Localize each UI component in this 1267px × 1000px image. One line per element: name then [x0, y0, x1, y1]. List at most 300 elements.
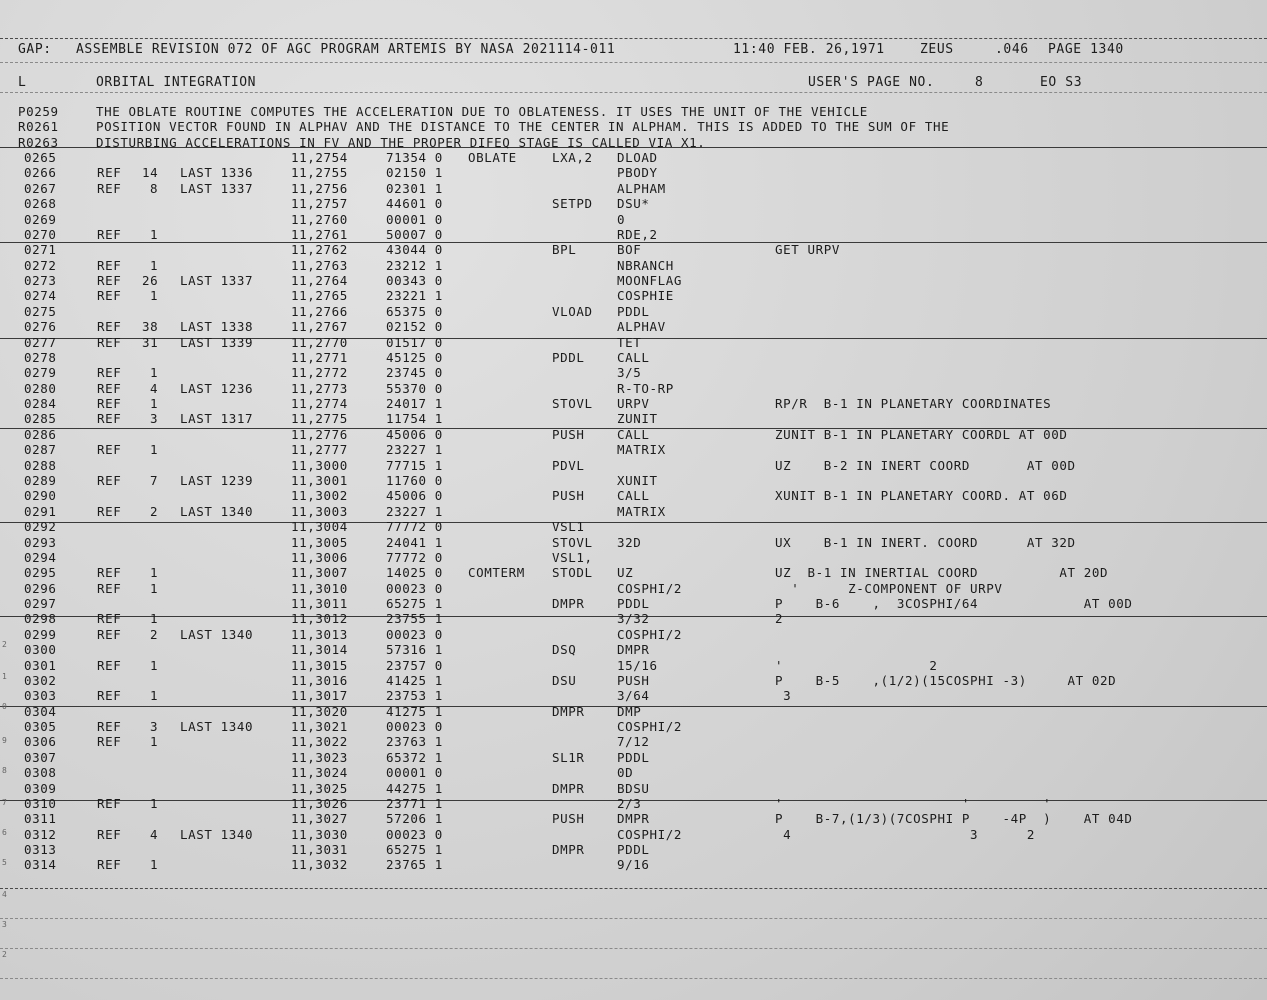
address: 11,2770: [291, 334, 348, 350]
header-line: [0, 42, 1267, 58]
line-comment: UX B-1 IN INERT. COORD AT 32D: [775, 534, 1076, 550]
ref-label: REF: [97, 442, 122, 458]
address: 11,3031: [291, 842, 348, 858]
header-left: GAP:: [18, 42, 52, 57]
address: 11,2772: [291, 365, 348, 381]
operand: DMPR: [617, 811, 650, 827]
address: 11,3027: [291, 811, 348, 827]
address: 11,2777: [291, 442, 348, 458]
ref-label: REF: [97, 396, 122, 412]
comment-id: R0263: [18, 134, 59, 150]
ref-count: 4: [150, 826, 159, 842]
margin-mark: 9: [2, 736, 7, 745]
octal-code: 23757 0: [386, 657, 443, 673]
last-ref: LAST 1337: [180, 180, 254, 196]
line-number: 0299: [24, 626, 57, 642]
operand: CALL: [617, 426, 650, 442]
line-number: 0306: [24, 734, 57, 750]
last-ref: LAST 1340: [180, 719, 254, 735]
operand: COSPHIE: [617, 288, 674, 304]
octal-code: 00343 0: [386, 273, 443, 289]
octal-code: 23227 1: [386, 503, 443, 519]
operand: PDDL: [617, 596, 650, 612]
header-code: .046: [995, 42, 1029, 57]
listing-row: [0, 411, 1267, 427]
line-number: 0271: [24, 242, 57, 258]
rule: [0, 38, 1267, 39]
header-page: PAGE 1340: [1048, 42, 1124, 57]
subheader-line: [0, 75, 1267, 91]
operand: UZ: [617, 565, 634, 581]
line-number: 0272: [24, 257, 57, 273]
line-number: 0284: [24, 396, 57, 412]
ref-label: REF: [97, 319, 122, 335]
comment-line: [0, 135, 1267, 151]
octal-code: 43044 0: [386, 242, 443, 258]
address: 11,3011: [291, 596, 348, 612]
ref-label: REF: [97, 165, 122, 181]
listing-row: [0, 304, 1267, 320]
line-number: 0313: [24, 842, 57, 858]
opcode: SETPD: [552, 196, 593, 212]
last-ref: LAST 1340: [180, 826, 254, 842]
listing-row: [0, 719, 1267, 735]
last-ref: LAST 1239: [180, 472, 254, 488]
operand: PDDL: [617, 303, 650, 319]
address: 11,3012: [291, 611, 348, 627]
comment-line: [0, 104, 1267, 120]
line-number: 0307: [24, 749, 57, 765]
ref-count: 31: [142, 334, 159, 350]
line-comment: UZ B-2 IN INERT COORD AT 00D: [775, 457, 1076, 473]
ref-label: REF: [97, 734, 122, 750]
address: 11,3020: [291, 703, 348, 719]
listing-row: [0, 273, 1267, 289]
operand: 3/5: [617, 365, 642, 381]
operand: TET: [617, 334, 642, 350]
line-comment: P B-5 ,(1/2)(15COSPHI -3) AT 02D: [775, 672, 1117, 688]
line-number: 0305: [24, 719, 57, 735]
operand: MOONFLAG: [617, 273, 683, 289]
symbol-label: OBLATE: [468, 150, 517, 165]
octal-code: 77715 1: [386, 457, 443, 473]
octal-code: 00001 0: [386, 765, 443, 781]
listing-row: [0, 196, 1267, 212]
operand: PBODY: [617, 165, 658, 181]
listing-row: [0, 581, 1267, 597]
listing-row: [0, 811, 1267, 827]
line-number: 0266: [24, 165, 57, 181]
ref-count: 7: [150, 472, 159, 488]
line-number: 0293: [24, 534, 57, 550]
line-comment: P B-7,(1/3)(7COSPHI P -4P ) AT 04D: [775, 811, 1133, 827]
octal-code: 57316 1: [386, 642, 443, 658]
address: 11,2774: [291, 396, 348, 412]
line-number: 0296: [24, 580, 57, 596]
listing-row: [0, 765, 1267, 781]
listing-row: [0, 688, 1267, 704]
margin-mark: 8: [2, 766, 7, 775]
operand: RDE,2: [617, 226, 658, 242]
operand: 0: [617, 211, 626, 227]
opcode: PUSH: [552, 811, 585, 827]
ref-count: 1: [150, 257, 159, 273]
listing-row: [0, 565, 1267, 581]
listing-row: [0, 335, 1267, 351]
comment-id: R0261: [18, 119, 59, 135]
listing-row: [0, 857, 1267, 873]
address: 11,2760: [291, 211, 348, 227]
operand: MATRIX: [617, 442, 666, 458]
listing-row: [0, 750, 1267, 766]
address: 11,3005: [291, 534, 348, 550]
address: 11,3006: [291, 549, 348, 565]
address: 11,3004: [291, 519, 348, 535]
address: 11,3013: [291, 626, 348, 642]
octal-code: 65275 1: [386, 842, 443, 858]
line-comment: ' Z-COMPONENT OF URPV: [775, 580, 1003, 596]
listing-row: [0, 242, 1267, 258]
ref-label: REF: [97, 472, 122, 488]
address: 11,2757: [291, 196, 348, 212]
user-page-number: 8: [975, 75, 984, 90]
line-number: 0314: [24, 857, 57, 873]
opcode: STOVL: [552, 396, 593, 412]
octal-code: 65275 1: [386, 596, 443, 612]
operand: COSPHI/2: [617, 580, 683, 596]
octal-code: 71354 0: [386, 150, 443, 165]
ref-label: REF: [97, 795, 122, 811]
operand: PUSH: [617, 672, 650, 688]
octal-code: 77772 0: [386, 519, 443, 535]
operand: DMPR: [617, 642, 650, 658]
octal-code: 44275 1: [386, 780, 443, 796]
listing-row: [0, 827, 1267, 843]
comment-line: [0, 119, 1267, 135]
margin-mark: 2: [2, 950, 7, 959]
opcode: PDDL: [552, 349, 585, 365]
octal-code: 14025 0: [386, 565, 443, 581]
operand: DLOAD: [617, 150, 658, 165]
listing-row: [0, 181, 1267, 197]
listing-row: [0, 673, 1267, 689]
line-number: 0304: [24, 703, 57, 719]
rule: [0, 918, 1267, 919]
operand: 15/16: [617, 657, 658, 673]
ref-count: 1: [150, 734, 159, 750]
ref-label: REF: [97, 826, 122, 842]
address: 11,3002: [291, 488, 348, 504]
comment-text: POSITION VECTOR FOUND IN ALPHAV AND THE DISTANCE TO THE CENTER IN ALPHAM. THIS IS ADDED TO THE SUM OF THE: [96, 119, 950, 135]
line-number: 0276: [24, 319, 57, 335]
octal-code: 45125 0: [386, 349, 443, 365]
address: 11,3015: [291, 657, 348, 673]
operand: COSPHI/2: [617, 826, 683, 842]
octal-code: 23763 1: [386, 734, 443, 750]
ref-count: 1: [150, 442, 159, 458]
address: 11,3025: [291, 780, 348, 796]
listing-row: [0, 442, 1267, 458]
octal-code: 00023 0: [386, 580, 443, 596]
listing-row: [0, 519, 1267, 535]
subheader-left: L: [18, 75, 27, 90]
margin-mark: 2: [2, 640, 7, 649]
listing-row: [0, 611, 1267, 627]
line-number: 0273: [24, 273, 57, 289]
address: 11,3024: [291, 765, 348, 781]
line-number: 0311: [24, 811, 57, 827]
listing-row: [0, 627, 1267, 643]
listing-row: [0, 150, 1267, 166]
octal-code: 00023 0: [386, 719, 443, 735]
listing-row: [0, 550, 1267, 566]
address: 11,3010: [291, 580, 348, 596]
operand: ALPHAV: [617, 319, 666, 335]
line-number: 0274: [24, 288, 57, 304]
line-number: 0269: [24, 211, 57, 227]
operand: 2/3: [617, 795, 642, 811]
listing-row: [0, 258, 1267, 274]
opcode: DMPR: [552, 780, 585, 796]
line-comment: 2: [775, 611, 784, 627]
line-number: 0297: [24, 596, 57, 612]
address: 11,3022: [291, 734, 348, 750]
line-number: 0290: [24, 488, 57, 504]
opcode: STOVL: [552, 534, 593, 550]
line-number: 0278: [24, 349, 57, 365]
last-ref: LAST 1340: [180, 503, 254, 519]
line-number: 0280: [24, 380, 57, 396]
eo-code: EO S3: [1040, 75, 1083, 90]
line-number: 0310: [24, 795, 57, 811]
listing-row: [0, 504, 1267, 520]
operand: COSPHI/2: [617, 626, 683, 642]
opcode: DMPR: [552, 842, 585, 858]
ref-label: REF: [97, 334, 122, 350]
section-title: ORBITAL INTEGRATION: [96, 75, 257, 90]
octal-code: 23221 1: [386, 288, 443, 304]
ref-count: 2: [150, 626, 159, 642]
octal-code: 55370 0: [386, 380, 443, 396]
margin-mark: 7: [2, 798, 7, 807]
listing-row: [0, 365, 1267, 381]
ref-label: REF: [97, 611, 122, 627]
address: 11,2762: [291, 242, 348, 258]
ref-count: 1: [150, 580, 159, 596]
octal-code: 23227 1: [386, 442, 443, 458]
octal-code: 45006 0: [386, 426, 443, 442]
line-comment: 3: [775, 688, 792, 704]
listing-row: [0, 288, 1267, 304]
line-number: 0286: [24, 426, 57, 442]
octal-code: 11754 1: [386, 411, 443, 427]
octal-code: 02301 1: [386, 180, 443, 196]
line-number: 0288: [24, 457, 57, 473]
operand: ZUNIT: [617, 411, 658, 427]
listing-row: [0, 734, 1267, 750]
last-ref: LAST 1317: [180, 411, 254, 427]
operand: CALL: [617, 488, 650, 504]
octal-code: 65372 1: [386, 749, 443, 765]
address: 11,3000: [291, 457, 348, 473]
ref-count: 1: [150, 565, 159, 581]
listing-row: [0, 781, 1267, 797]
address: 11,3017: [291, 688, 348, 704]
margin-mark: 0: [2, 702, 7, 711]
octal-code: 00023 0: [386, 626, 443, 642]
ref-label: REF: [97, 365, 122, 381]
last-ref: LAST 1338: [180, 319, 254, 335]
line-comment: GET URPV: [775, 242, 841, 258]
line-number: 0265: [24, 150, 57, 165]
address: 11,3001: [291, 472, 348, 488]
address: 11,2756: [291, 180, 348, 196]
line-number: 0275: [24, 303, 57, 319]
line-comment: 4 3 2: [775, 826, 1036, 842]
ref-count: 3: [150, 411, 159, 427]
comment-text: THE OBLATE ROUTINE COMPUTES THE ACCELERATION DUE TO OBLATENESS. IT USES THE UNIT OF THE VEHICLE: [96, 104, 868, 119]
ref-label: REF: [97, 273, 122, 289]
octal-code: 41425 1: [386, 672, 443, 688]
ref-count: 1: [150, 226, 159, 242]
address: 11,3014: [291, 642, 348, 658]
comment-text: DISTURBING ACCELERATIONS IN FV AND THE PROPER DIFEQ STAGE IS CALLED VIA X1.: [96, 134, 706, 150]
margin-mark: 1: [2, 672, 7, 681]
listing-row: [0, 642, 1267, 658]
address: 11,2761: [291, 226, 348, 242]
rule: [0, 92, 1267, 93]
symbol-label: COMTERM: [468, 565, 525, 581]
listing-row: [0, 796, 1267, 812]
line-comment: XUNIT B-1 IN PLANETARY COORD. AT 06D: [775, 488, 1068, 504]
line-number: 0294: [24, 549, 57, 565]
opcode: VSL1,: [552, 549, 593, 565]
octal-code: 24017 1: [386, 396, 443, 412]
address: 11,3021: [291, 719, 348, 735]
line-number: 0300: [24, 642, 57, 658]
operand: CALL: [617, 349, 650, 365]
opcode: DSU: [552, 672, 577, 688]
listing-row: [0, 488, 1267, 504]
address: 11,3016: [291, 672, 348, 688]
ref-count: 38: [142, 319, 159, 335]
operand: 3/32: [617, 611, 650, 627]
address: 11,2773: [291, 380, 348, 396]
ref-count: 14: [142, 165, 159, 181]
header-system: ZEUS: [920, 42, 954, 57]
line-number: 0295: [24, 565, 57, 581]
line-comment: RP/R B-1 IN PLANETARY COORDINATES: [775, 396, 1052, 412]
octal-code: 24041 1: [386, 534, 443, 550]
ref-count: 8: [150, 180, 159, 196]
rule: [0, 948, 1267, 949]
ref-label: REF: [97, 411, 122, 427]
opcode: SL1R: [552, 749, 585, 765]
opcode: VLOAD: [552, 303, 593, 319]
ref-count: 1: [150, 688, 159, 704]
line-comment: UZ B-1 IN INERTIAL COORD AT 20D: [775, 565, 1109, 581]
line-number: 0312: [24, 826, 57, 842]
rule: [0, 978, 1267, 979]
ref-label: REF: [97, 257, 122, 273]
operand: R-TO-RP: [617, 380, 674, 396]
address: 11,2754: [291, 150, 348, 165]
line-number: 0279: [24, 365, 57, 381]
octal-code: 11760 0: [386, 472, 443, 488]
last-ref: LAST 1339: [180, 334, 254, 350]
octal-code: 23753 1: [386, 688, 443, 704]
line-number: 0289: [24, 472, 57, 488]
operand: NBRANCH: [617, 257, 674, 273]
listing-row: [0, 473, 1267, 489]
operand: MATRIX: [617, 503, 666, 519]
address: 11,2771: [291, 349, 348, 365]
octal-code: 65375 0: [386, 303, 443, 319]
octal-code: 23771 1: [386, 795, 443, 811]
margin-mark: 6: [2, 828, 7, 837]
ref-label: REF: [97, 688, 122, 704]
operand: PDDL: [617, 749, 650, 765]
header-time: 11:40 FEB. 26,1971: [733, 42, 885, 57]
operand: 3/64: [617, 688, 650, 704]
listing-row: [0, 396, 1267, 412]
opcode: DMPR: [552, 703, 585, 719]
operand: XUNIT: [617, 472, 658, 488]
last-ref: LAST 1340: [180, 626, 254, 642]
octal-code: 50007 0: [386, 226, 443, 242]
listing-row: [0, 535, 1267, 551]
address: 11,3003: [291, 503, 348, 519]
ref-count: 4: [150, 380, 159, 396]
operand: URPV: [617, 396, 650, 412]
ref-count: 1: [150, 365, 159, 381]
ref-count: 1: [150, 611, 159, 627]
ref-label: REF: [97, 503, 122, 519]
address: 11,2764: [291, 273, 348, 289]
listing-row: [0, 319, 1267, 335]
opcode: DMPR: [552, 596, 585, 612]
octal-code: 23212 1: [386, 257, 443, 273]
opcode: DSQ: [552, 642, 577, 658]
line-number: 0267: [24, 180, 57, 196]
listing-row: [0, 165, 1267, 181]
listing-row: [0, 596, 1267, 612]
rule: [0, 888, 1267, 889]
operand: DSU*: [617, 196, 650, 212]
ref-count: 1: [150, 396, 159, 412]
ref-count: 2: [150, 503, 159, 519]
listing-row: [0, 427, 1267, 443]
line-number: 0303: [24, 688, 57, 704]
ref-label: REF: [97, 380, 122, 396]
ref-label: REF: [97, 857, 122, 873]
octal-code: 45006 0: [386, 488, 443, 504]
operand: 7/12: [617, 734, 650, 750]
opcode: PUSH: [552, 488, 585, 504]
line-number: 0292: [24, 519, 57, 535]
line-number: 0287: [24, 442, 57, 458]
line-comment: ' ' ': [775, 795, 1052, 811]
operand: COSPHI/2: [617, 719, 683, 735]
ref-count: 1: [150, 795, 159, 811]
address: 11,3030: [291, 826, 348, 842]
line-comment: ZUNIT B-1 IN PLANETARY COORDL AT 00D: [775, 426, 1068, 442]
margin-mark: 3: [2, 920, 7, 929]
line-number: 0277: [24, 334, 57, 350]
octal-code: 01517 0: [386, 334, 443, 350]
address: 11,2763: [291, 257, 348, 273]
octal-code: 02150 1: [386, 165, 443, 181]
